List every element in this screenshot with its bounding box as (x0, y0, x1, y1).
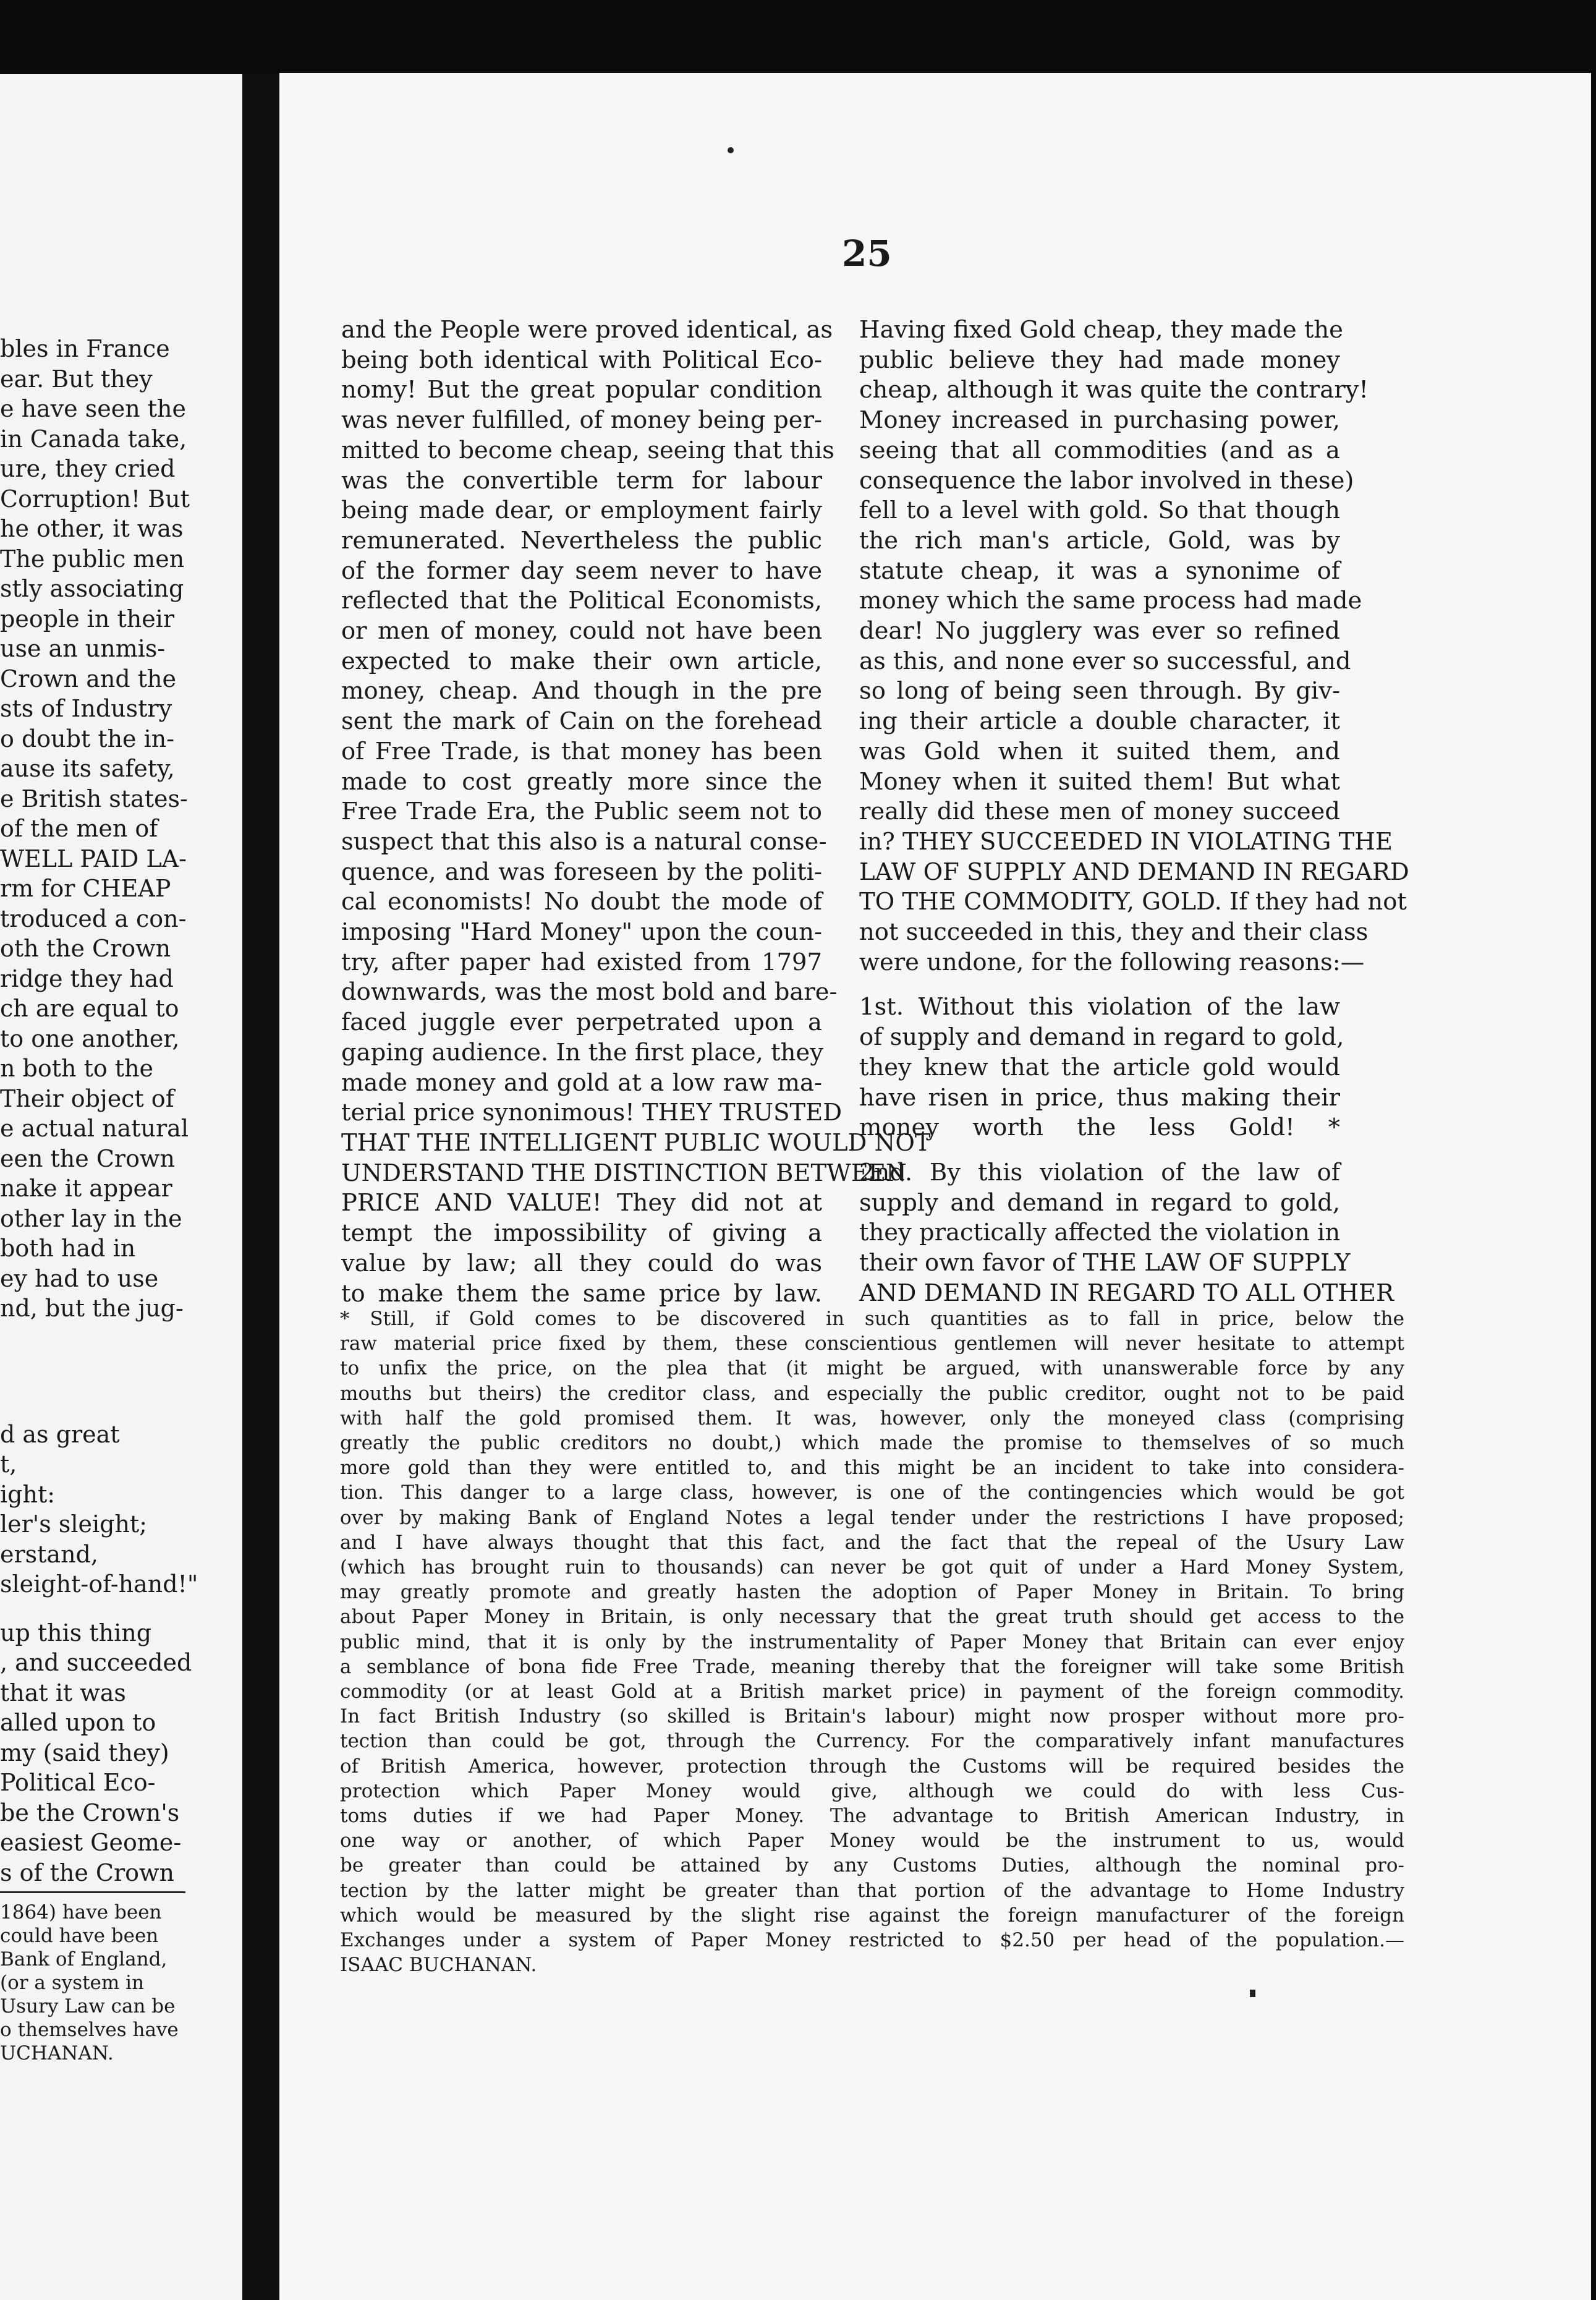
footnote-line: protection which Paper Money would give, although we could do with less Cus- (340, 1779, 1404, 1802)
previous-page-line: The public men (0, 545, 185, 573)
footnote-line: toms duties if we had Paper Money. The advantage to British American Industry, in (340, 1805, 1404, 1828)
text-line: so long of being seen through. By giv- (859, 677, 1340, 705)
text-line: fell to a level with gold. So that though (859, 496, 1340, 525)
text-line: they practically affected the violation in (859, 1219, 1341, 1247)
text-line: public believe they had made money (859, 346, 1340, 374)
footnote-line: (which has brought ruin to thousands) can never be got quit of under a Hard Money System, (340, 1556, 1404, 1579)
previous-page-after-lines (0, 1618, 192, 1888)
footnote-line: and I have always thought that this fact, and the fact that the repeal of the Usury Law (340, 1531, 1404, 1554)
text-line: terial price synonimous! THEY TRUSTED (341, 1099, 843, 1127)
footnote-line: raw material price fixed by them, these conscientious gentlemen will never hesitate to attempt (340, 1332, 1404, 1355)
footnote-line: about Paper Money in Britain, is only necessary that the great truth should get access to the (340, 1606, 1404, 1629)
text-line: was the convertible term for labour (341, 466, 822, 495)
text-line: their own favor of THE LAW OF SUPPLY (859, 1249, 1351, 1277)
text-line: being made dear, or employment fairly (341, 496, 822, 525)
previous-page-line: o doubt the in- (0, 725, 175, 752)
footnote-line: be greater than could be attained by any Customs Duties, although the nominal pro- (340, 1854, 1404, 1877)
footnote-line: may greatly promote and greatly hasten the adoption of Paper Money in Britain. To bring (340, 1581, 1404, 1604)
text-line: Having fixed Gold cheap, they made the (859, 316, 1343, 344)
footnote-line: public mind, that it is only by the instrumentality of Paper Money that Britain can ever enjoy (340, 1630, 1404, 1653)
text-line: in? THEY SUCCEEDED IN VIOLATING THE (859, 827, 1393, 856)
text-line: or men of money, could not have been (341, 617, 822, 645)
footnote-line: with half the gold promised them. It was, however, only the moneyed class (comprising (340, 1407, 1404, 1429)
text-line: Money increased in purchasing power, (859, 406, 1340, 435)
footnote-line: over by making Bank of England Notes a legal tender under the restrictions I have proposed; (340, 1506, 1404, 1529)
text-line: to make them the same price by law. (341, 1279, 822, 1308)
previous-page-line: Political Eco- (0, 1769, 156, 1796)
previous-page-line: people in their (0, 605, 174, 632)
previous-page-line: be the Crown's (0, 1799, 180, 1826)
text-line: reflected that the Political Economists, (341, 587, 822, 615)
previous-page-text (0, 334, 198, 2065)
previous-page-line: sts of Industry (0, 695, 172, 722)
text-line: money, cheap. And though in the pre (341, 677, 822, 705)
previous-page-note-line: o themselves have (0, 2019, 179, 2041)
footnote (340, 1306, 1404, 1977)
book-gutter (242, 74, 279, 2300)
previous-page-line: oth the Crown (0, 935, 171, 962)
previous-page-line: troduced a con- (0, 905, 187, 932)
text-line: quence, and was foreseen by the politi- (341, 858, 822, 886)
right-paragraph-2 (859, 992, 1344, 1143)
footnote-line: one way or another, of which Paper Money would be the instrument to us, would (340, 1829, 1404, 1852)
page (279, 73, 1591, 2300)
previous-page-line: s of the Crown (0, 1859, 175, 1886)
previous-page-verse-lines (0, 1420, 198, 1599)
text-line: made to cost greatly more since the (341, 767, 822, 796)
previous-page-line: ey had to use (0, 1264, 159, 1292)
text-line: was Gold when it suited them, and (859, 737, 1340, 765)
text-line: cal economists! No doubt the mode of (341, 888, 822, 916)
footnote-line: In fact British Industry (so skilled is Britain's labour) might now prosper without more pro- (340, 1705, 1404, 1728)
previous-page-line: e British states- (0, 785, 188, 812)
text-line: supply and demand in regard to gold, (859, 1188, 1340, 1217)
footnote-line: * Still, if Gold comes to be discovered in such quantities as to fall in price, below the (340, 1308, 1404, 1330)
text-line: Free Trade Era, the Public seem not to (341, 798, 822, 826)
text-line: remunerated. Nevertheless the public (341, 526, 822, 555)
previous-page-line: up this thing (0, 1619, 152, 1646)
text-line: were undone, for the following reasons:— (859, 948, 1365, 976)
text-line: dear! No jugglery was ever so refined (859, 617, 1340, 645)
footnote-line: commodity (or at least Gold at a British market price) in payment of the foreign commodity. (340, 1680, 1404, 1703)
previous-page-verse-line: sleight-of-hand!" (0, 1570, 198, 1598)
previous-page-footnote (0, 1901, 185, 2065)
previous-page-line: in Canada take, (0, 425, 187, 453)
previous-page-fragment (0, 74, 242, 2300)
text-line: THAT THE INTELLIGENT PUBLIC WOULD NOT (341, 1128, 931, 1157)
text-line: imposing "Hard Money" upon the coun- (341, 918, 822, 947)
text-line: suspect that this also is a natural conse- (341, 827, 827, 856)
text-line: expected to make their own article, (341, 647, 822, 675)
right-column (859, 315, 1409, 1309)
previous-page-rule (0, 1891, 185, 1893)
footnote-line: tection than could be got, through the Currency. For the comparatively infant manufactures (340, 1730, 1404, 1753)
footnote-line: more gold than they were entitled to, and this might be an incident to take into considera- (340, 1457, 1404, 1480)
text-line: the rich man's article, Gold, was by (859, 526, 1340, 555)
text-line: was never fulfilled, of money being per- (341, 406, 822, 435)
text-line: have risen in price, thus making their (859, 1083, 1340, 1112)
footnote-line: a semblance of bona fide Free Trade, meaning thereby that the foreigner will take some British (340, 1655, 1404, 1678)
footnote-line: tion. This danger to a large class, however, is one of the contingencies which would be got (340, 1481, 1404, 1504)
previous-page-line: Crown and the (0, 665, 176, 692)
text-line: sent the mark of Cain on the forehead (341, 707, 822, 736)
text-line: tempt the impossibility of giving a (341, 1219, 822, 1248)
text-line: made money and gold at a low raw ma- (341, 1068, 822, 1097)
right-paragraph-3 (859, 1158, 1394, 1309)
previous-page-line: of the men of (0, 815, 158, 842)
previous-page-note-line: (or a system in (0, 1972, 145, 1994)
text-line: try, after paper had existed from 1797 (341, 948, 822, 976)
text-line: TO THE COMMODITY, GOLD. If they had not (859, 888, 1407, 916)
previous-page-line: nake it appear (0, 1175, 172, 1202)
previous-page-line: ch are equal to (0, 995, 179, 1022)
previous-page-line: e actual natural (0, 1115, 189, 1142)
previous-page-note-line: Bank of England, (0, 1948, 168, 1970)
previous-page-line: n both to the (0, 1055, 154, 1082)
text-line: consequence the labor involved in these) (859, 466, 1354, 495)
text-line: Money when it suited them! But what (859, 767, 1340, 796)
previous-page-line: bles in France (0, 335, 170, 362)
text-line: faced juggle ever perpetrated upon a (341, 1008, 822, 1037)
text-line: of the former day seem never to have (341, 556, 822, 585)
ink-speck (728, 147, 734, 153)
previous-page-verse-line: ight: (0, 1480, 56, 1508)
page-number: 25 (842, 232, 892, 275)
previous-page-line: easiest Geome- (0, 1829, 182, 1856)
footnote-line: Exchanges under a system of Paper Money restricted to $2.50 per head of the population.— (340, 1929, 1404, 1952)
previous-page-line: rm for CHEAP (0, 875, 171, 902)
text-line: and the People were proved identical, as (341, 316, 833, 344)
text-line: downwards, was the most bold and bare- (341, 978, 838, 1007)
previous-page-verse-line: ler's sleight; (0, 1510, 148, 1538)
previous-page-verse-line: t, (0, 1450, 17, 1478)
text-line: being both identical with Political Eco- (341, 346, 822, 374)
text-line: UNDERSTAND THE DISTINCTION BETWEEN (341, 1159, 907, 1187)
previous-page-line: other lay in the (0, 1204, 182, 1232)
text-line: cheap, although it was quite the contrary! (859, 376, 1369, 404)
previous-page-line: both had in (0, 1235, 136, 1262)
text-line: ing their article a double character, it (859, 707, 1340, 736)
previous-page-line: Their object of (0, 1084, 174, 1112)
previous-page-line: ridge they had (0, 965, 174, 992)
footnote-line: which would be measured by the slight rise against the foreign manufacturer of the foreign (340, 1904, 1404, 1927)
left-column (341, 315, 931, 1309)
previous-page-verse-line: d as great (0, 1420, 120, 1448)
previous-page-line: WELL PAID LA- (0, 845, 187, 872)
right-paragraph-1 (859, 315, 1409, 978)
previous-page-line: ause its safety, (0, 755, 175, 782)
previous-page-verse-line: erstand, (0, 1540, 98, 1568)
ink-mark (1250, 1990, 1255, 1997)
text-line: mitted to become cheap, seeing that this (341, 436, 834, 464)
text-line: PRICE AND VALUE! They did not at (341, 1189, 822, 1217)
previous-page-line: that it was (0, 1679, 126, 1706)
text-line: 1st. Without this violation of the law (859, 993, 1340, 1021)
previous-page-line: , and succeeded (0, 1649, 192, 1676)
previous-page-line: alled upon to (0, 1709, 156, 1736)
text-line: really did these men of money succeed (859, 798, 1340, 826)
text-line: money which the same process had made (859, 587, 1362, 615)
text-line: 2nd. By this violation of the law of (859, 1158, 1340, 1186)
previous-page-line: my (said they) (0, 1739, 169, 1766)
previous-page-line: use an unmis- (0, 635, 166, 662)
text-line: of supply and demand in regard to gold, (859, 1023, 1344, 1052)
previous-page-line: Corruption! But (0, 485, 190, 513)
previous-page-main-lines (0, 334, 190, 1324)
footnote-line: tection by the latter might be greater than that portion of the advantage to Home Industry (340, 1879, 1404, 1902)
text-line: seeing that all commodities (and as a (859, 436, 1340, 464)
text-line: not succeeded in this, they and their class (859, 918, 1369, 947)
previous-page-line: ure, they cried (0, 455, 176, 482)
text-line: money worth the less Gold! * (859, 1114, 1340, 1142)
footnote-line: ISAAC BUCHANAN. (340, 1954, 537, 1977)
previous-page-line: ear. But they (0, 365, 153, 393)
previous-page-line: to one another, (0, 1024, 180, 1052)
text-line: of Free Trade, is that money has been (341, 737, 822, 765)
previous-page-note-line: UCHANAN. (0, 2042, 114, 2064)
previous-page-line: stly associating (0, 575, 184, 602)
previous-page-note-line: Usury Law can be (0, 1995, 176, 2017)
text-line: gaping audience. In the first place, they (341, 1038, 823, 1067)
previous-page-line: een the Crown (0, 1144, 175, 1172)
footnote-line: mouths but theirs) the creditor class, and especially the public creditor, ought not to be paid (340, 1382, 1404, 1405)
text-line: as this, and none ever so successful, and (859, 647, 1351, 675)
footnote-line: greatly the public creditors no doubt,) which made the promise to themselves of so much (340, 1432, 1404, 1455)
previous-page-note-line: could have been (0, 1925, 159, 1947)
text-line: value by law; all they could do was (341, 1249, 822, 1277)
footnote-line: of British America, however, protection through the Customs will be required besides the (340, 1755, 1404, 1778)
previous-page-line: nd, but the jug- (0, 1295, 184, 1322)
text-line: AND DEMAND IN REGARD TO ALL OTHER (859, 1279, 1394, 1307)
text-line: LAW OF SUPPLY AND DEMAND IN REGARD (859, 858, 1409, 886)
previous-page-line: e have seen the (0, 395, 186, 422)
text-line: nomy! But the great popular condition (341, 376, 822, 404)
footnote-line: to unfix the price, on the plea that (it might be argued, with unanswerable force by any (340, 1357, 1404, 1380)
previous-page-line: he other, it was (0, 515, 184, 542)
text-line: statute cheap, it was a synonime of (859, 556, 1340, 585)
previous-page-note-line: 1864) have been (0, 1901, 162, 1923)
text-line: they knew that the article gold would (859, 1053, 1340, 1081)
